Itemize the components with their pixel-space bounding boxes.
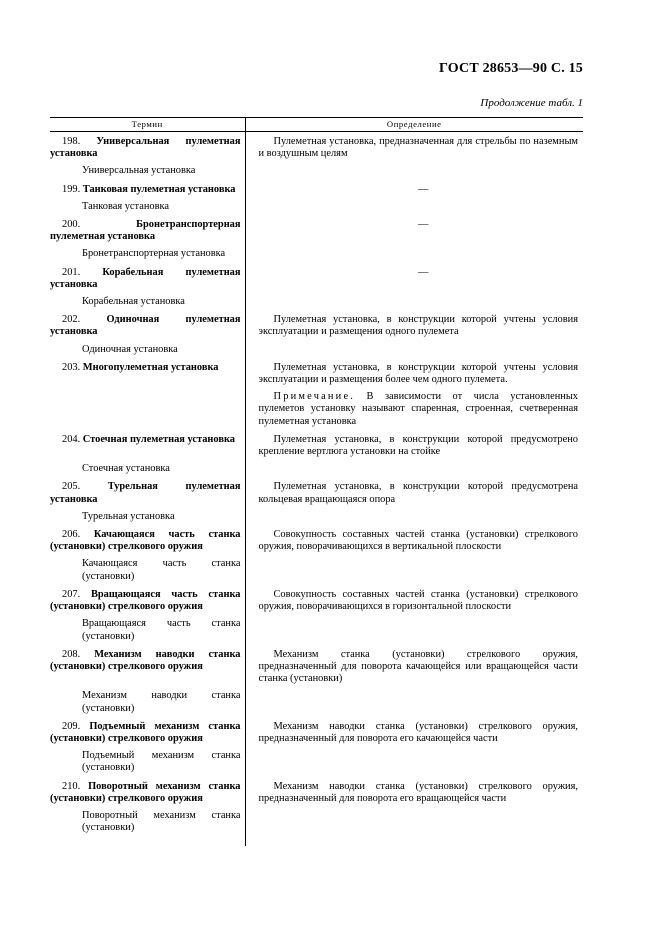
definition-cell: [245, 213, 583, 243]
term-cell: [50, 356, 245, 428]
definition-cell: [245, 356, 583, 428]
table-row-short-term: [50, 243, 583, 260]
table-row: [50, 775, 583, 805]
short-term: Универсальная установка: [82, 165, 196, 177]
term-name: Многопулеметная установка: [82, 361, 219, 373]
term-entry: [50, 362, 241, 374]
definition-text: Пулеметная установка, в конструкции которой предусмотрена кольцевая вращающаяся опора: [258, 481, 578, 505]
table-row-short-term: [50, 458, 583, 475]
table-row-short-term: [50, 613, 583, 642]
table-row: [50, 475, 583, 505]
term-name: Турельная пулеметная установка: [50, 481, 241, 505]
term-name: Поворотный механизм станка (установки) стрелкового оружия: [50, 780, 241, 804]
definition-cell: [245, 583, 583, 613]
table-row-short-term: [50, 685, 583, 714]
short-term: Поворотный механизм станка (установки): [82, 809, 241, 834]
definition-cell: [245, 775, 583, 805]
short-term-cell: [50, 458, 245, 475]
table-end-row: [50, 834, 583, 846]
empty-definition-cell: [245, 745, 583, 774]
table-row: [50, 428, 583, 458]
short-term: Механизм наводки станка (установки): [82, 690, 241, 714]
term-number: 204.: [62, 433, 81, 445]
term-number: 206.: [62, 529, 81, 541]
term-entry: [50, 649, 241, 673]
term-cell: [50, 261, 245, 291]
term-entry: [50, 721, 241, 745]
definition-text: Пулеметная установка, в конструкции которой предусмотрено крепление вертлюга установки на стойке: [258, 433, 578, 458]
term-cell: [50, 523, 245, 553]
definition-text: Пулеметная установка, предназначенная для стрельбы по наземным и воздушным целям: [258, 136, 578, 160]
table-row: [50, 132, 583, 161]
term-number: 210.: [62, 780, 81, 792]
table-row-short-term: [50, 196, 583, 213]
empty-definition-cell: [245, 196, 583, 213]
term-entry: [50, 589, 241, 613]
short-term: Подъемный механизм станка (установки): [82, 750, 241, 774]
term-entry: [50, 136, 241, 160]
definition-text: Механизм наводки станка (установки) стрелкового оружия, предназначенный для поворота его вращающейся части: [258, 780, 578, 804]
note-text: В зависимости от числа установленных пулеметов установку называют спаренная, строенная, счетверенная пулеметная установка: [258, 391, 578, 427]
definition-text: Пулеметная установка, в конструкции которой учтены условия эксплуатации и размещения одного пулемета: [258, 314, 578, 338]
definition-cell: [245, 132, 583, 161]
term-name: Корабельная пулеметная установка: [50, 266, 241, 290]
term-number: 203.: [62, 361, 81, 373]
term-name: Танковая пулеметная установка: [82, 183, 236, 195]
definition-text: Механизм станка (установки) стрелкового оружия, предназначенный для поворота качающейся или вращающейся части станка (установки): [258, 648, 578, 685]
term-cell: [50, 178, 245, 196]
definition-cell: [245, 523, 583, 553]
empty-definition-cell: [245, 339, 583, 356]
term-entry: [50, 781, 241, 805]
term-number: 207.: [62, 588, 81, 600]
term-number: 199.: [62, 183, 81, 195]
short-term-cell: [50, 553, 245, 582]
definition-cell: [245, 643, 583, 686]
term-name: Стоечная пулеметная установка: [82, 433, 235, 445]
term-cell: [50, 213, 245, 243]
table-row-short-term: [50, 745, 583, 774]
short-term-cell: [50, 243, 245, 260]
table-row: [50, 583, 583, 613]
table-row-short-term: [50, 506, 583, 523]
table-body: [50, 132, 583, 847]
short-term-cell: [50, 613, 245, 642]
term-number: 202.: [62, 314, 81, 326]
term-name: Подъемный механизм станка (установки) стрелкового оружия: [50, 720, 241, 744]
definition-cell: [245, 261, 583, 291]
definition-text: Совокупность составных частей станка (установки) стрелкового оружия, поворачивающихся в горизонтальной плоскости: [258, 588, 578, 613]
term-cell: [50, 643, 245, 686]
table-continuation-note: Продолжение табл. 1: [480, 97, 583, 109]
definition-text: —: [418, 219, 429, 231]
short-term: Качающаяся часть станка (установки): [82, 558, 241, 582]
term-entry: [50, 481, 241, 505]
term-cell: [50, 715, 245, 745]
term-cell: [50, 775, 245, 805]
short-term: Турельная установка: [82, 510, 175, 522]
term-entry: [50, 434, 241, 446]
table-row-short-term: [50, 805, 583, 834]
term-name: Одиночная пулеметная установка: [50, 314, 241, 338]
table-row: [50, 715, 583, 745]
page-header-doc-code: ГОСТ 28653—90 С. 15: [439, 61, 583, 76]
empty-definition-cell: [245, 805, 583, 834]
terms-table: [50, 117, 583, 846]
table-row-short-term: [50, 553, 583, 582]
empty-definition-cell: [245, 458, 583, 475]
term-name: Вращающаяся часть станка (установки) стрелкового оружия: [50, 588, 241, 613]
term-number: 205.: [62, 481, 81, 493]
term-cell: [50, 428, 245, 458]
definition-text: Совокупность составных частей станка (установки) стрелкового оружия, поворачивающихся в вертикальной плоскости: [258, 529, 578, 553]
term-entry: [50, 529, 241, 553]
definition-cell: [245, 428, 583, 458]
empty-definition-cell: [245, 291, 583, 308]
empty-definition-cell: [245, 243, 583, 260]
table-header-row: [50, 118, 583, 132]
term-cell: [50, 308, 245, 338]
term-entry: [50, 219, 241, 243]
note-label: Примечание.: [273, 391, 356, 403]
empty-definition-cell: [245, 685, 583, 714]
term-name: Механизм наводки станка (установки) стрелкового оружия: [50, 648, 241, 672]
definition-cell: [245, 178, 583, 196]
column-header-definition: Определение: [245, 118, 583, 132]
table-row: [50, 178, 583, 196]
short-term-cell: [50, 291, 245, 308]
table-row: [50, 643, 583, 686]
short-term-cell: [50, 160, 245, 177]
empty-definition-cell: [245, 160, 583, 177]
short-term: Корабельная установка: [82, 296, 185, 308]
term-cell: [50, 475, 245, 505]
definition-note: [259, 391, 579, 428]
definition-cell: [245, 308, 583, 338]
term-number: 201.: [62, 266, 81, 278]
definition-cell-end: [245, 834, 583, 846]
term-number: 208.: [62, 648, 81, 660]
empty-definition-cell: [245, 506, 583, 523]
short-term: Одиночная установка: [82, 343, 178, 355]
short-term-cell: [50, 685, 245, 714]
definition-cell: [245, 475, 583, 505]
term-number: 209.: [62, 720, 81, 732]
definition-text: —: [418, 266, 429, 278]
table-row: [50, 523, 583, 553]
empty-definition-cell: [245, 553, 583, 582]
table-row-short-term: [50, 160, 583, 177]
short-term-cell: [50, 196, 245, 213]
term-number: 200.: [62, 219, 81, 231]
table-row: [50, 308, 583, 338]
term-cell: [50, 583, 245, 613]
short-term: Вращающаяся часть станка (установки): [82, 618, 241, 642]
term-cell-end: [50, 834, 245, 846]
table-row: [50, 356, 583, 428]
short-term-cell: [50, 745, 245, 774]
table-row: [50, 213, 583, 243]
empty-definition-cell: [245, 613, 583, 642]
definition-cell: [245, 715, 583, 745]
table-row-short-term: [50, 291, 583, 308]
term-entry: [50, 314, 241, 338]
definition-text: Пулеметная установка, в конструкции которой учтены условия эксплуатации и размещения более чем одного пулемета.: [258, 361, 578, 386]
short-term-cell: [50, 506, 245, 523]
short-term: Стоечная установка: [82, 463, 170, 475]
short-term: Танковая установка: [82, 200, 169, 212]
term-number: 198.: [62, 136, 81, 147]
table-row: [50, 261, 583, 291]
definition-text: Механизм наводки станка (установки) стрелкового оружия, предназначенный для поворота его качающейся части: [258, 720, 578, 744]
term-name: Универсальная пулеметная установка: [50, 136, 241, 160]
short-term-cell: [50, 339, 245, 356]
term-name: Бронетранспортерная пулеметная установка: [50, 219, 241, 243]
term-cell: [50, 132, 245, 161]
term-entry: [50, 267, 241, 291]
table-row-short-term: [50, 339, 583, 356]
short-term: Бронетранспортерная установка: [82, 248, 226, 260]
column-header-term: Термин: [50, 118, 245, 132]
term-name: Качающаяся часть станка (установки) стрелкового оружия: [50, 529, 241, 553]
short-term-cell: [50, 805, 245, 834]
definition-text: —: [418, 183, 429, 195]
term-entry: [50, 184, 241, 196]
